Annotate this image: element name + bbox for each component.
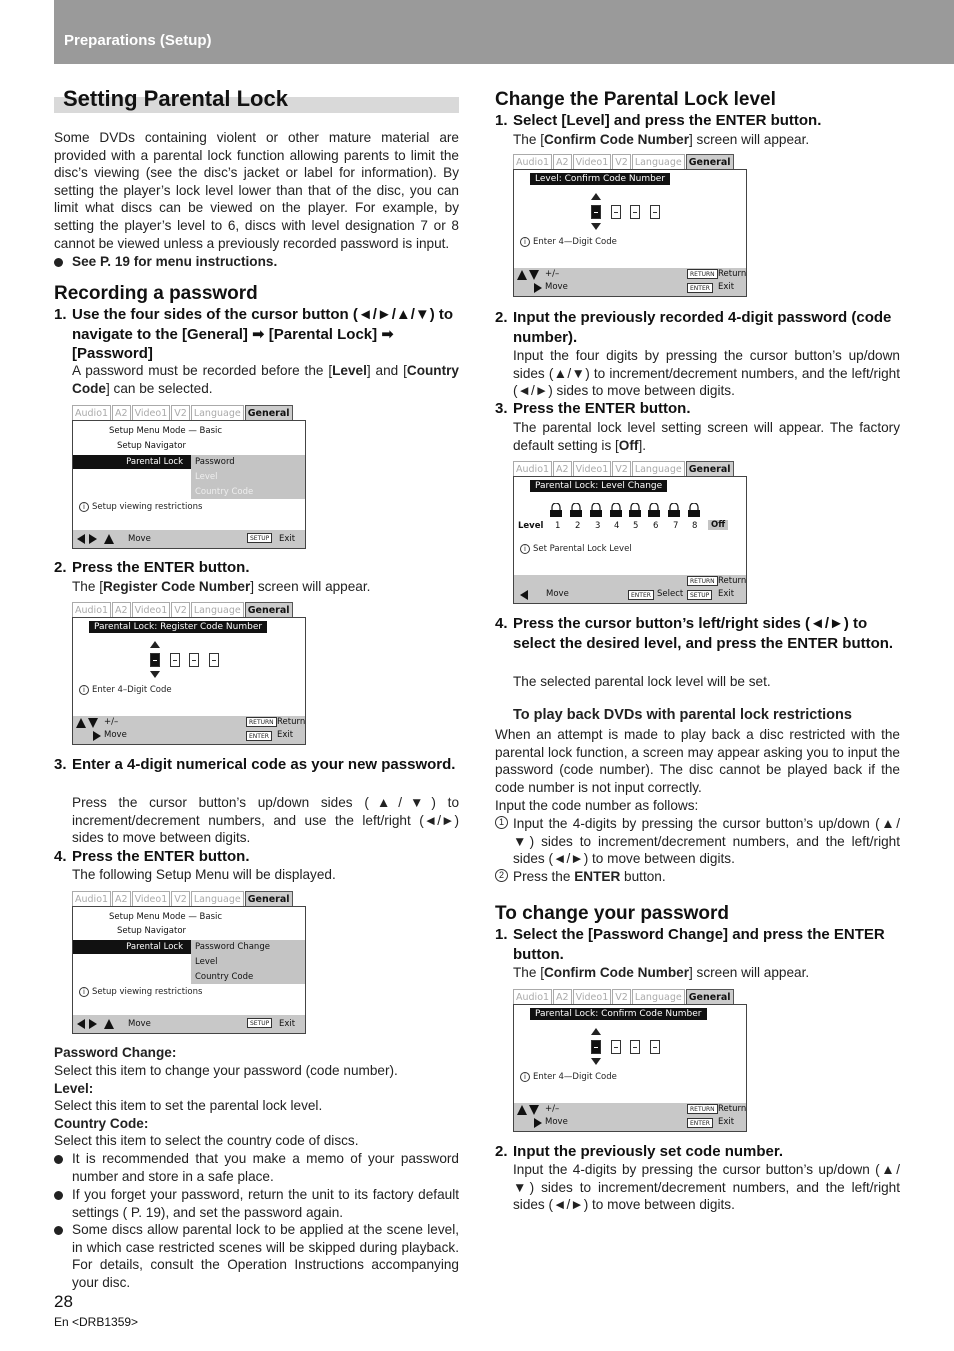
lock-icon [552,503,560,510]
tab-a2[interactable]: A2 [112,405,131,422]
intro-bullet: See P. 19 for menu instructions. [54,253,459,271]
option-password-change[interactable]: Password Change [195,942,270,952]
code-digit-4[interactable] [209,653,219,667]
right-arrow-icon [93,731,101,741]
tab-general[interactable]: General [245,405,293,422]
level-4[interactable]: 4 [614,521,620,531]
def-country-term: Country Code: [54,1116,149,1131]
note-bullet-3: Some discs allow parental lock to be applied at the scene level, in which case restricted scenes will be skipped during playback. For details, consult the Operation Instructions accompanying your disc. [54,1221,459,1291]
tab-video1[interactable]: Video1 [573,154,612,171]
tab-video1[interactable]: Video1 [132,405,171,422]
screen-hint: i Set Parental Lock Level [520,544,632,554]
change-level-heading: Change the Parental Lock level [495,89,776,110]
recording-step-1: 1. Use the four sides of the cursor button (◄/►/▲/▼) to navigate to the [General] ➡ [Parental Lock] ➡ [Password] [54,306,454,363]
change-password-step-2-note: Input the 4-digits by pressing the cursor button’s up/down (▲/▼) sides to increment/decrement numbers, and the left/right sides (◄/►) to move between digits. [513,1162,900,1213]
change-level-step-2-note: Input the four digits by pressing the cursor button’s up/down sides (▲/▼) to increment/decrement numbers, and the left/right (◄/►) sides to move between digits. [513,348,900,399]
lock-icons-row [550,503,720,517]
cursor-arrows-icon [77,534,115,544]
move-label: Move [128,534,151,544]
playback-input-intro: Input the code number as follows: [495,798,699,813]
select-label: Select [657,589,684,599]
tab-audio1[interactable]: Audio1 [72,891,111,908]
up-arrow-icon [591,1028,601,1035]
change-level-step-4: 4. Press the cursor button’s left/right sides (◄/►) to select the desired level, and press the ENTER button. [495,615,894,652]
move-label: Move [128,1019,151,1029]
recording-step-4-note: The following Setup Menu will be displayed. [72,867,336,882]
option-level[interactable]: Level [195,472,218,482]
playback-item-2: 2 Press the ENTER button. [495,868,900,886]
cursor-arrows-icon [77,1019,115,1029]
code-digit-2[interactable] [170,653,180,667]
def-password-change-term: Password Change: [54,1045,177,1060]
screen-body [513,476,747,604]
move-label: Move [546,589,569,599]
move-label: Move [104,730,127,740]
code-digit-3[interactable] [189,653,199,667]
code-digit-1[interactable] [591,1040,601,1054]
change-level-step-4-note: The selected parental lock level will be set. [513,674,771,689]
screen-body [72,420,306,549]
tab-video1[interactable]: Video1 [132,602,171,619]
note-bullet-1: It is recommended that you make a memo of your password number and store in a safe place. [54,1150,459,1185]
right-arrow-icon [534,283,542,293]
down-arrow-icon [591,1058,601,1065]
tab-a2[interactable]: A2 [112,602,131,619]
bullet-dot-icon [54,258,63,267]
tab-audio1[interactable]: Audio1 [72,602,111,619]
screen-title: Parental Lock: Confirm Code Number [530,1008,707,1020]
page-title: Setting Parental Lock [63,86,288,111]
screen-footer [73,1015,305,1033]
menu-mode: Setup Menu Mode — Basic [109,912,223,922]
screen-footer [514,268,746,296]
level-1[interactable]: 1 [555,521,561,531]
tab-v2[interactable]: V2 [612,154,631,171]
up-down-arrows-icon [76,718,100,728]
change-level-step-2: 2. Input the previously recorded 4-digit password (code number). [495,309,892,346]
submenu-panel [191,940,305,984]
up-down-arrows-icon [517,270,541,280]
recording-step-1-note: A password must be recorded before the [Level] and [Country Code] can be selected. [72,363,459,396]
option-level[interactable]: Level [195,957,218,967]
tab-a2[interactable]: A2 [553,461,572,478]
menu-mode: Setup Menu Mode — Basic [109,426,223,436]
tab-video1[interactable]: Video1 [573,989,612,1006]
option-country-code[interactable]: Country Code [195,487,254,497]
level-label: Level [518,521,544,531]
recording-step-2-note: The [Register Code Number] screen will appear. [72,579,371,594]
tab-language[interactable]: Language [632,461,685,478]
menu-parental-lock[interactable]: Parental Lock [73,940,191,954]
setup-menu-screen-2 [72,891,306,1034]
def-level-term: Level: [54,1081,94,1096]
level-6[interactable]: 6 [653,521,659,531]
enter-key: ENTER [687,1118,713,1128]
return-label: Return [277,717,306,727]
screen-footer [73,716,305,744]
plusminus-label: +/– [545,269,560,279]
exit-label: Exit [277,730,294,740]
left-arrow-icon [520,590,528,600]
change-level-step-1-note: The [Confirm Code Number] screen will appear. [513,132,810,147]
screen-hint: i Setup viewing restrictions [79,502,202,512]
setup-key: SETUP [247,533,272,543]
tab-language[interactable]: Language [191,891,244,908]
info-icon: i [79,987,89,997]
plusminus-label: +/– [545,1104,560,1114]
change-password-step-1: 1. Select the [Password Change] and press the ENTER button. [495,926,885,963]
menu-navigator[interactable]: Setup Navigator [117,441,187,451]
screen-body [513,169,747,297]
plusminus-label: +/– [104,717,119,727]
tab-general[interactable]: General [686,154,734,171]
code-digit-2[interactable] [611,205,621,219]
down-arrow-icon [150,671,160,678]
tab-general[interactable]: General [245,602,293,619]
screen-footer [514,575,746,603]
screen-footer [514,1103,746,1131]
down-arrow-icon [591,223,601,230]
tab-v2[interactable]: V2 [171,891,190,908]
return-key: RETURN [687,1104,718,1114]
tab-audio1[interactable]: Audio1 [513,461,552,478]
level-off[interactable]: Off [708,520,728,530]
up-arrow-icon [150,641,160,648]
tab-audio1[interactable]: Audio1 [513,154,552,171]
level-5[interactable]: 5 [633,521,639,531]
screen-body [513,1004,747,1132]
tab-v2[interactable]: V2 [612,989,631,1006]
info-icon: i [520,237,530,247]
confirm-code-screen-2 [513,989,747,1132]
screen-body [72,906,306,1034]
setup-menu-screen-1 [72,405,306,549]
tab-video1[interactable]: Video1 [132,891,171,908]
move-label: Move [545,1117,568,1127]
setup-key: SETUP [687,590,712,600]
page-title-block [54,86,459,113]
def-password-change-desc: Select this item to change your password (code number). [54,1063,398,1078]
code-digit-3[interactable] [630,1040,640,1054]
change-password-step-2: 2. Input the previously set code number. [495,1143,784,1160]
level-3[interactable]: 3 [595,521,601,531]
recording-step-3: 3. Enter a 4-digit numerical code as your new password. [54,756,456,773]
return-label: Return [718,576,747,586]
intro-paragraph: Some DVDs containing violent or other mature material are provided with a parental lock function allowing parents to limit the disc’s viewing (see the disc’s jacket or label for information). By setting the player’s lock level lower than that of the disc, you can limit what discs can be viewed on the player. For example, by setting the player’s level to 6, discs with level designation 7 or 8 cannot be viewed unless a previously recorded password is input. [54,130,459,251]
tab-language[interactable]: Language [191,602,244,619]
enter-key: ENTER [628,590,654,600]
option-country-code[interactable]: Country Code [195,972,254,982]
recording-heading: Recording a password [54,283,258,304]
tab-a2[interactable]: A2 [553,989,572,1006]
menu-navigator[interactable]: Setup Navigator [117,926,187,936]
exit-label: Exit [279,534,296,544]
up-down-arrows-icon [517,1105,541,1115]
recording-step-3-note: Press the cursor button’s up/down sides (▲/▼) to increment/decrement numbers, and use the left/right (◄/►) sides to move between digits. [72,795,459,846]
info-icon: i [79,502,89,512]
register-code-screen [72,602,306,745]
change-level-step-3: 3. Press the ENTER button. [495,400,691,417]
def-level-desc: Select this item to set the parental lock level. [54,1098,323,1113]
screen-title: Parental Lock: Level Change [530,480,667,492]
return-label: Return [718,269,747,279]
setup-key: SETUP [247,1018,272,1028]
tab-audio1[interactable]: Audio1 [513,989,552,1006]
header-bar [54,0,954,64]
level-7[interactable]: 7 [673,521,679,531]
document-code: En <DRB1359> [54,1315,139,1329]
code-digit-1[interactable] [150,653,160,667]
bullet-dot-icon [54,1191,63,1200]
tab-v2[interactable]: V2 [171,602,190,619]
right-arrow-icon [534,1118,542,1128]
code-digit-4[interactable] [650,1040,660,1054]
screen-hint: i Enter 4–Digit Code [79,685,172,695]
recording-step-2: 2. Press the ENTER button. [54,559,250,576]
info-icon: i [520,1072,530,1082]
return-label: Return [718,1104,747,1114]
info-icon: i [520,544,530,554]
level-8[interactable]: 8 [692,521,698,531]
bullet-dot-icon [54,1155,63,1164]
screen-hint: i Setup viewing restrictions [79,987,202,997]
code-digit-2[interactable] [611,1040,621,1054]
tab-v2[interactable]: V2 [612,461,631,478]
change-password-heading: To change your password [495,903,730,924]
confirm-code-screen-1 [513,154,747,297]
tab-general[interactable]: General [245,891,293,908]
exit-label: Exit [718,1117,735,1127]
def-country-desc: Select this item to select the country code of discs. [54,1133,359,1148]
playback-heading: To play back DVDs with parental lock restrictions [513,707,852,723]
page-number: 28 [54,1292,73,1311]
exit-label: Exit [279,1019,296,1029]
submenu-panel [191,455,305,499]
code-digit-1[interactable] [591,205,601,219]
level-2[interactable]: 2 [575,521,581,531]
move-label: Move [545,282,568,292]
menu-parental-lock[interactable]: Parental Lock [73,455,191,469]
tab-video1[interactable]: Video1 [573,461,612,478]
code-digit-3[interactable] [630,205,640,219]
enter-key: ENTER [246,731,272,741]
return-key: RETURN [687,269,718,279]
change-level-step-3-note: The parental lock level setting screen will appear. The factory default setting is [Off]. [513,420,900,453]
screen-hint: i Enter 4—Digit Code [520,237,617,247]
playback-text: When an attempt is made to play back a disc restricted with the parental lock function, a screen may appear asking you to input the password (code number). The disc cannot be played back if the code number is not input correctly. [495,727,900,795]
tab-general[interactable]: General [686,461,734,478]
screen-footer [73,530,305,548]
tab-language[interactable]: Language [632,154,685,171]
playback-item-1: 1 Input the 4-digits by pressing the cursor button’s up/down (▲/▼) sides to increment/decrement numbers, and the left/right sides (◄/►) to move between digits. [495,815,900,868]
tab-audio1[interactable]: Audio1 [72,405,111,422]
level-change-screen [513,461,747,604]
tab-language[interactable]: Language [191,405,244,422]
tab-a2[interactable]: A2 [112,891,131,908]
recording-step-4: 4. Press the ENTER button. [54,848,250,865]
screen-title: Parental Lock: Register Code Number [89,621,267,633]
up-arrow-icon [591,193,601,200]
code-digit-4[interactable] [650,205,660,219]
screen-body [72,617,306,745]
change-level-step-1: 1. Select [Level] and press the ENTER button. [495,112,822,129]
tab-general[interactable]: General [686,989,734,1006]
tab-language[interactable]: Language [632,989,685,1006]
exit-label: Exit [718,589,735,599]
screen-title: Level: Confirm Code Number [530,173,670,185]
note-bullet-2: If you forget your password, return the unit to its factory default settings ( P. 19), and set the password again. [54,1186,459,1221]
bullet-dot-icon [54,1226,63,1235]
section-title: Preparations (Setup) [64,32,212,49]
enter-key: ENTER [687,283,713,293]
change-password-step-1-note: The [Confirm Code Number] screen will appear. [513,965,810,980]
info-icon: i [79,685,89,695]
option-password[interactable]: Password [195,457,235,467]
return-key: RETURN [246,717,277,727]
tab-v2[interactable]: V2 [171,405,190,422]
return-key: RETURN [687,576,718,586]
exit-label: Exit [718,282,735,292]
tab-a2[interactable]: A2 [553,154,572,171]
screen-hint: i Enter 4—Digit Code [520,1072,617,1082]
